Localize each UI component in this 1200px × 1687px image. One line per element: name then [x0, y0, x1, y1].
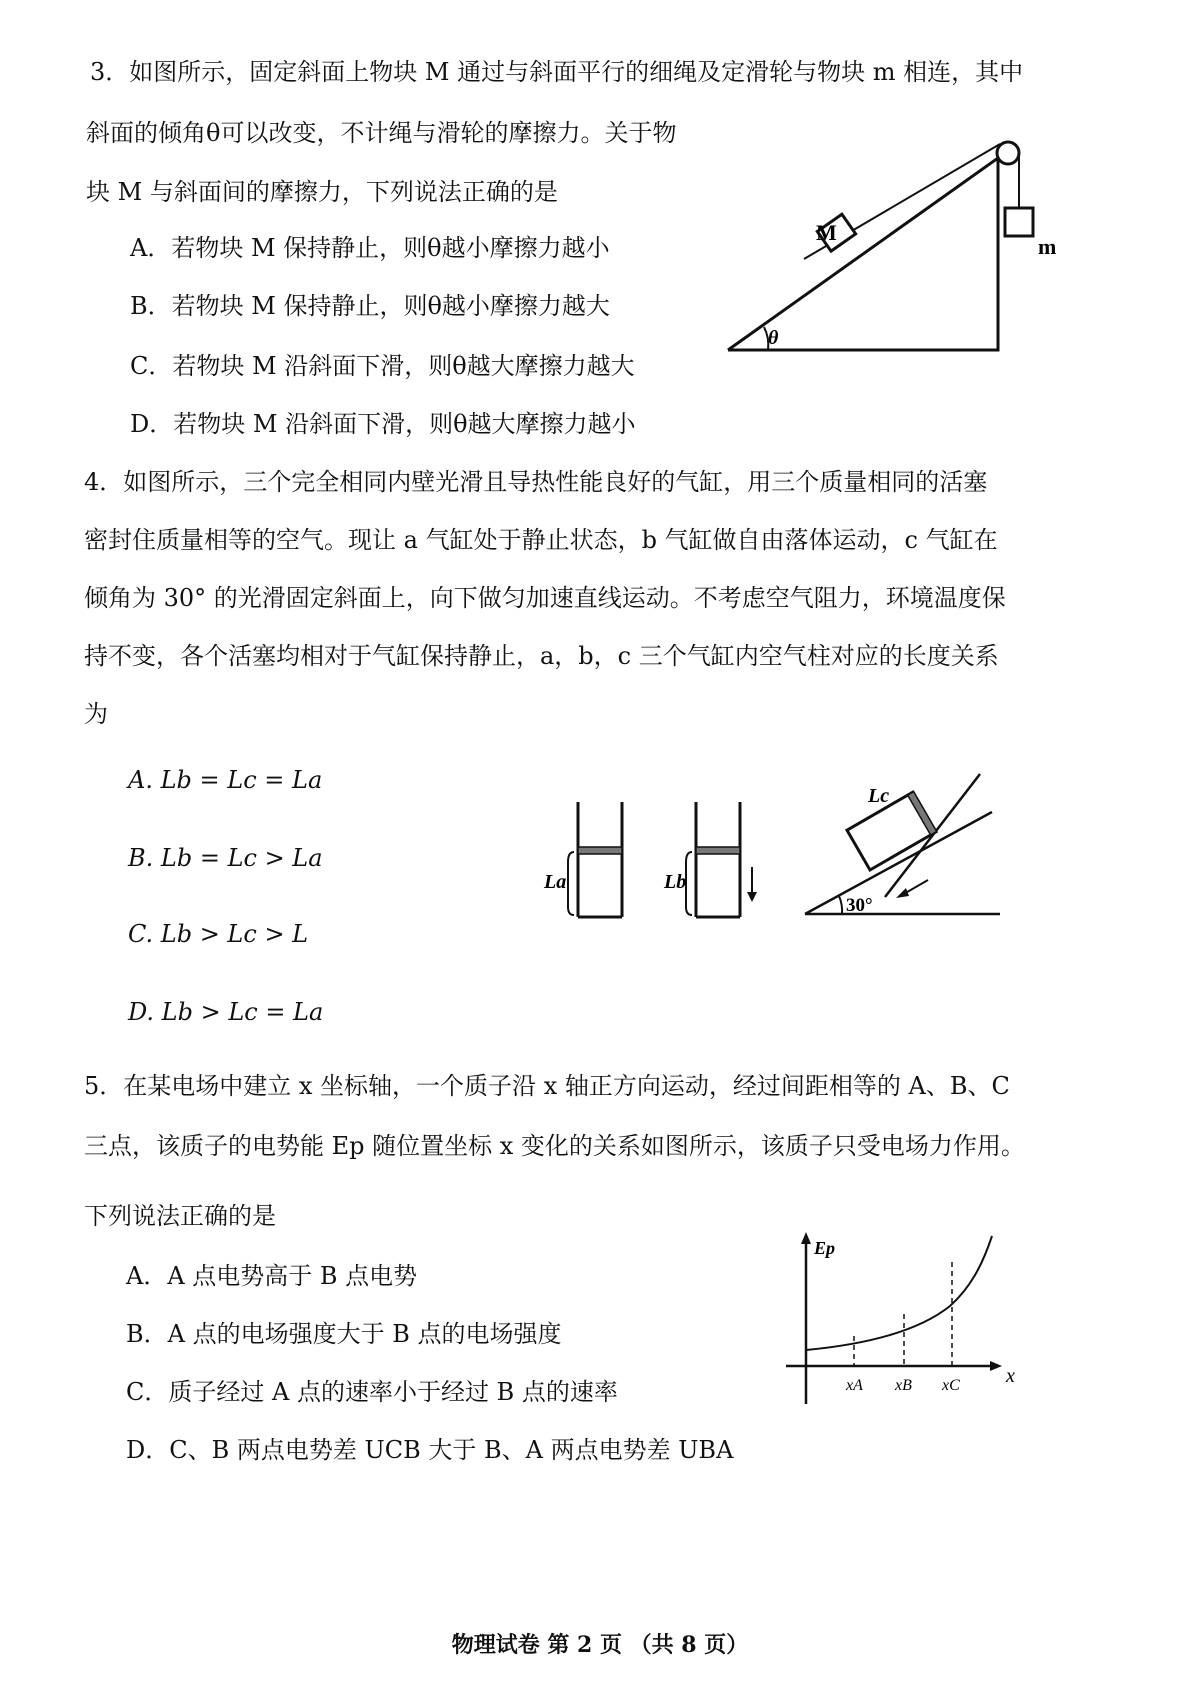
cylinder-c [805, 774, 1000, 916]
q4-option-d: D. Lb > Lc = La [128, 998, 324, 1026]
block-m [1005, 208, 1033, 236]
page-footer: 物理试卷 第 2 页 （共 8 页） [451, 1632, 749, 1658]
q4-option-c: C. Lb > Lc > L [128, 920, 309, 948]
q5-line-2: 三点，该质子的电势能 Ep 随位置坐标 x 变化的关系如图所示，该质子只受电场力作用。 [84, 1132, 1025, 1160]
label-Lb: Lb [664, 871, 687, 893]
q4-line-1: 4．如图所示，三个完全相同内壁光滑且导热性能良好的气缸，用三个质量相同的活塞 [84, 468, 988, 496]
q5-option-a: A．A 点电势高于 B 点电势 [126, 1262, 418, 1290]
arrow-down-left-icon [896, 888, 909, 898]
q3-option-d: D．若物块 M 沿斜面下滑，则θ越大摩擦力越小 [130, 410, 636, 438]
label-x: x [1006, 1365, 1015, 1387]
cylinder-a [543, 802, 622, 917]
q3-line-3: 块 M 与斜面间的摩擦力，下列说法正确的是 [86, 178, 558, 206]
pulley-icon [997, 142, 1019, 164]
label-m: m [1038, 234, 1057, 259]
label-angle-30: 30° [846, 895, 873, 916]
label-M: M [816, 220, 837, 245]
q3-option-c: C．若物块 M 沿斜面下滑，则θ越大摩擦力越大 [130, 352, 635, 380]
q4-option-a: A. Lb = Lc = La [128, 766, 323, 794]
label-Lc: Lc [868, 785, 890, 807]
q5-line-1: 5．在某电场中建立 x 坐标轴，一个质子沿 x 轴正方向运动，经过间距相等的 A、B、C [84, 1072, 1010, 1100]
q5-option-b: B．A 点的电场强度大于 B 点的电场强度 [126, 1320, 562, 1348]
arrow-down-icon [747, 892, 757, 902]
x-axis-arrow-icon [990, 1361, 1002, 1371]
q4-line-4: 持不变，各个活塞均相对于气缸保持静止，a，b，c 三个气缸内空气柱对应的长度关系 [84, 642, 999, 670]
q4-cylinders-figure [540, 772, 1010, 922]
q5-option-d: D．C、B 两点电势差 UCB 大于 B、A 两点电势差 UBA [126, 1436, 734, 1464]
label-theta: θ [768, 327, 779, 349]
label-xB: xB [895, 1377, 912, 1394]
q3-option-b: B．若物块 M 保持静止，则θ越小摩擦力越大 [130, 292, 610, 320]
q4-line-5: 为 [84, 700, 108, 728]
q4-option-b: B. Lb = Lc > La [128, 844, 323, 872]
label-Ep: Ep [814, 1238, 836, 1258]
q5-ep-graph [770, 1226, 1030, 1416]
q3-incline-figure [720, 130, 1080, 360]
label-xC: xC [942, 1377, 960, 1394]
q3-line-1: 3．如图所示，固定斜面上物块 M 通过与斜面平行的细绳及定滑轮与物块 m 相连，其中 [90, 58, 1024, 86]
q5-option-c: C．质子经过 A 点的速率小于经过 B 点的速率 [126, 1378, 618, 1406]
cylinder-b [663, 802, 757, 917]
label-La: La [544, 871, 567, 893]
y-axis-arrow-icon [801, 1232, 811, 1244]
q4-line-2: 密封住质量相等的空气。现让 a 气缸处于静止状态，b 气缸做自由落体运动，c 气缸在 [84, 526, 998, 554]
q4-line-3: 倾角为 30° 的光滑固定斜面上，向下做匀加速直线运动。不考虑空气阻力，环境温度保 [84, 584, 1006, 612]
q3-option-a: A．若物块 M 保持静止，则θ越小摩擦力越小 [130, 234, 610, 262]
q3-line-2: 斜面的倾角θ可以改变，不计绳与滑轮的摩擦力。关于物 [86, 119, 677, 147]
label-xA: xA [846, 1377, 863, 1394]
q5-line-3: 下列说法正确的是 [84, 1202, 276, 1230]
